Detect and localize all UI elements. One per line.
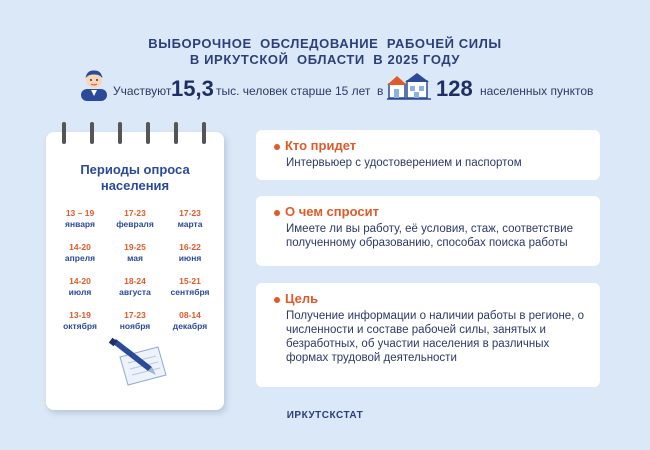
calendar-ring-icon	[144, 122, 152, 144]
period-item	[52, 310, 108, 332]
period-dates: 13 – 19	[65, 208, 95, 218]
period-month: июня	[178, 253, 202, 263]
settlements-text: населенных пунктов	[480, 84, 594, 98]
period-item	[162, 242, 218, 264]
in-label: в	[377, 84, 384, 98]
period-dates: 14-20	[69, 276, 91, 286]
period-month: ноября	[119, 321, 151, 331]
period-item	[52, 208, 108, 230]
survey-periods-calendar	[46, 132, 224, 410]
period-item	[107, 242, 163, 264]
period-month: марта	[177, 219, 203, 229]
period-item	[52, 242, 108, 264]
period-month: января	[65, 219, 95, 229]
period-month: апреля	[64, 253, 96, 263]
bullet-icon	[274, 297, 280, 303]
card-heading-text: Цель	[285, 291, 319, 306]
period-dates: 18-24	[124, 276, 146, 286]
period-month: октября	[63, 321, 97, 331]
period-item	[107, 208, 163, 230]
period-dates: 14-20	[69, 242, 91, 252]
participants-count: 15,3	[171, 76, 214, 101]
period-month: августа	[119, 287, 151, 297]
bullet-icon	[274, 210, 280, 216]
period-item	[52, 276, 108, 298]
card-heading	[274, 291, 318, 306]
card-text: Интервьюер с удостоверением и паспортом	[286, 157, 522, 169]
period-dates: 08-14	[179, 310, 201, 320]
title-line-1: ВЫБОРОЧНОЕ ОБСЛЕДОВАНИЕ РАБОЧЕЙ СИЛЫ	[148, 36, 502, 51]
person-icon	[80, 68, 108, 102]
participants-text: тыс. человек старше 15 лет	[216, 84, 371, 98]
goal-card	[256, 283, 600, 387]
calendar-ring-icon	[200, 122, 208, 144]
who-comes-card	[256, 130, 600, 180]
card-heading-text: О чем спросит	[285, 204, 379, 219]
card-heading	[274, 204, 379, 219]
title-line-2: В ИРКУТСКОЙ ОБЛАСТИ В 2025 ГОДУ	[189, 52, 461, 67]
period-month: февраля	[116, 219, 154, 229]
period-dates: 17-23	[179, 208, 201, 218]
calendar-title	[46, 162, 224, 194]
card-heading-text: Кто придет	[285, 138, 357, 153]
calendar-ring-icon	[88, 122, 96, 144]
calendar-ring-icon	[172, 122, 180, 144]
card-text: Имеете ли вы работу, её условия, стаж, соответствие полученному образованию, способах поиска работы	[286, 223, 573, 249]
participate-label: Участвуют	[113, 84, 172, 98]
card-heading	[274, 138, 356, 153]
calendar-title-line-1: Периоды опроса	[80, 162, 190, 177]
period-month: декабря	[172, 321, 208, 331]
period-item	[162, 208, 218, 230]
period-item	[162, 310, 218, 332]
period-month: мая	[127, 253, 143, 263]
settlements-count: 128	[436, 76, 473, 101]
period-dates: 16-22	[179, 242, 201, 252]
period-dates: 15-21	[179, 276, 201, 286]
period-month: июля	[68, 287, 92, 297]
period-item	[107, 310, 163, 332]
pen-paper-icon	[108, 337, 178, 387]
period-month: сентября	[170, 287, 210, 297]
period-dates: 17-23	[124, 208, 146, 218]
period-item	[162, 276, 218, 298]
calendar-ring-icon	[60, 122, 68, 144]
page-title	[0, 36, 650, 68]
what-asks-card	[256, 196, 600, 266]
calendar-ring-icon	[116, 122, 124, 144]
period-dates: 19-25	[124, 242, 146, 252]
bullet-icon	[274, 144, 280, 150]
period-dates: 17-23	[124, 310, 146, 320]
stats-row	[0, 68, 650, 104]
period-dates: 13-19	[69, 310, 91, 320]
footer-brand: ИРКУТСКСТАТ	[286, 410, 364, 421]
card-text: Получение информации о наличии работы в регионе, о численности и составе рабочей силы, занятых и безработных, об участии населения в различных формах трудовой деятельности	[286, 310, 584, 364]
period-item	[107, 276, 163, 298]
calendar-title-line-2: населения	[100, 178, 170, 193]
houses-icon	[387, 72, 431, 102]
